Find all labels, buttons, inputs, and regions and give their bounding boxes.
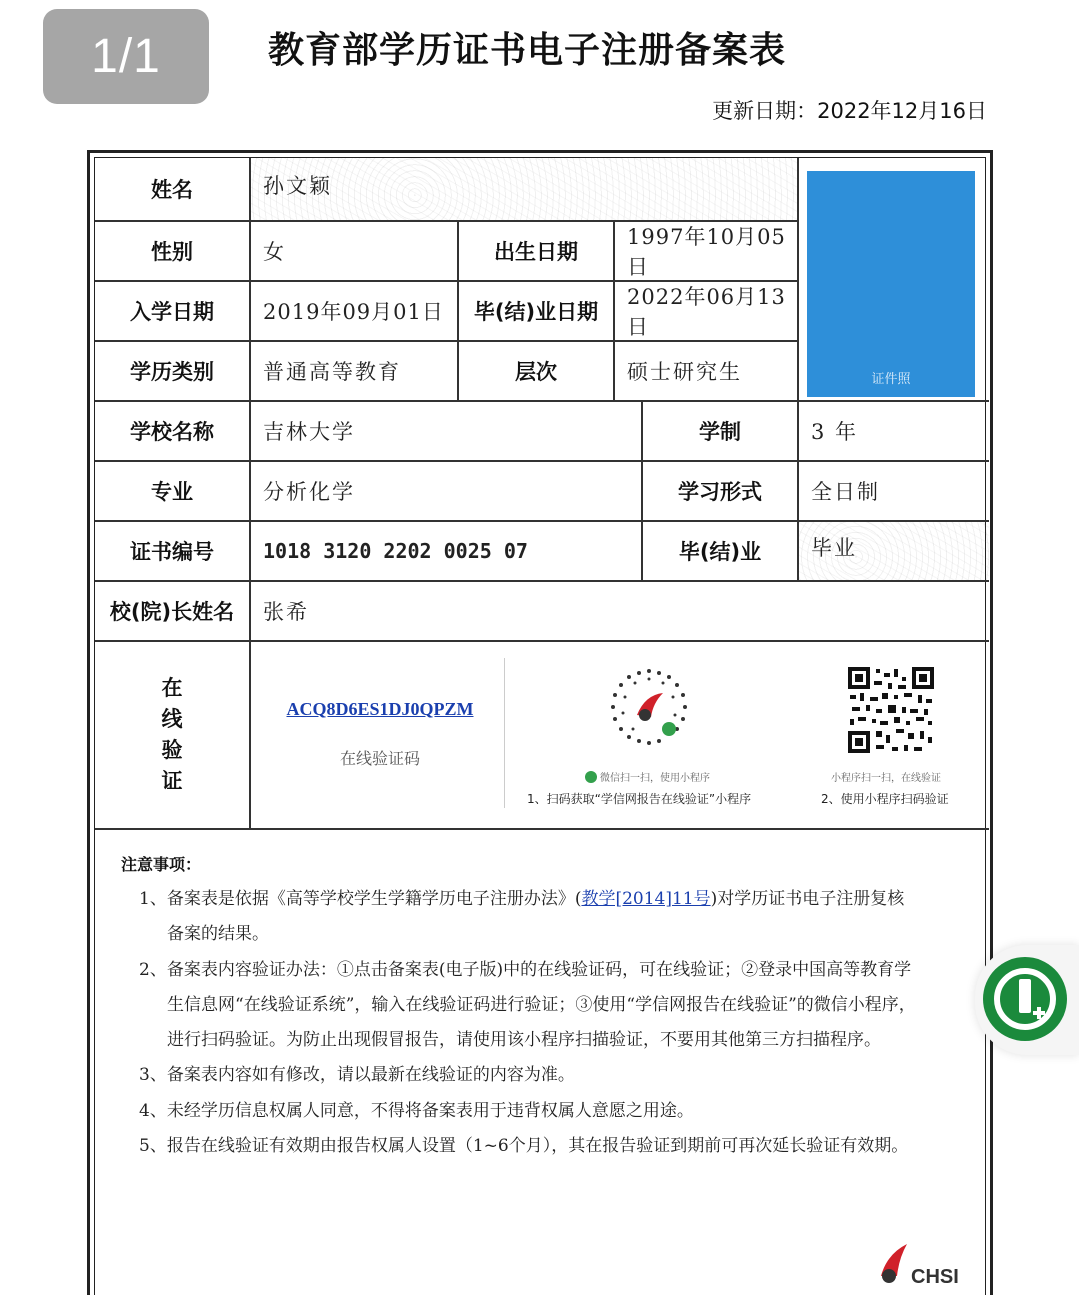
note-1-prefix: 1、备案表是依据《高等学校学生学籍学历电子注册办法》( (139, 889, 582, 909)
verify-divider (504, 658, 505, 808)
floating-action-button[interactable] (975, 945, 1079, 1055)
note-item-4: 4、未经学历信息权属人同意，不得将备案表用于违背权属人意愿之用途。 (139, 1100, 694, 1121)
qr1-small-caption (585, 769, 710, 784)
notes-title: 注意事项： (121, 855, 202, 874)
online-verify-code-caption: 在线验证码 (339, 749, 420, 768)
major-label: 专业 (95, 462, 251, 522)
online-verify-char-3: 验 (161, 738, 183, 762)
grad-status-label: 毕(结)业 (643, 522, 799, 582)
registration-form (87, 150, 993, 1295)
document-title: 教育部学历证书电子注册备案表 (268, 30, 787, 71)
regulation-link[interactable]: 教学[2014]11号 (581, 889, 711, 909)
name-label: 姓名 (95, 158, 251, 222)
id-photo (807, 171, 975, 397)
notes-list (139, 882, 919, 1164)
grad-status-value: 毕业 (799, 522, 989, 582)
chsi-logo-text: CHSI (911, 1266, 959, 1288)
birth-label: 出生日期 (459, 222, 615, 282)
mini-program-qr-code[interactable] (607, 665, 691, 749)
gender-value: 女 (251, 222, 459, 282)
school-value: 吉林大学 (251, 402, 643, 462)
qr1-small-caption-text: 微信扫一扫，使用小程序 (600, 773, 710, 784)
note-item-5: 5、报告在线验证有效期由报告权属人设置（1~6个月），其在报告验证到期前可再次延长验证有效期。 (139, 1136, 909, 1157)
note-1-suffix: )对学历证书电子注册复核备案的结果。 (167, 889, 905, 945)
verify-qr-code[interactable] (846, 665, 936, 755)
online-verify-label (95, 642, 251, 830)
level-value: 硕士研究生 (615, 342, 799, 402)
update-date-label: 更新日期： (712, 99, 818, 123)
note-item-3: 3、备案表内容如有修改，请以最新在线验证的内容为准。 (139, 1065, 575, 1086)
edu-type-label: 学历类别 (95, 342, 251, 402)
wechat-icon (585, 771, 597, 783)
page-indicator[interactable]: 1/1 (43, 9, 209, 104)
major-value: 分析化学 (251, 462, 643, 522)
online-verify-char-2: 线 (161, 707, 183, 731)
cert-no-value: 1018 3120 2202 0025 07 (251, 522, 643, 582)
school-label: 学校名称 (95, 402, 251, 462)
online-verify-code-link[interactable]: ACQ8D6ES1DJ0QPZM (286, 699, 474, 719)
chsi-app-icon (983, 957, 1067, 1041)
enroll-label: 入学日期 (95, 282, 251, 342)
qr1-caption: 1、扫码获取“学信网报告在线验证”小程序 (527, 792, 752, 806)
id-photo-caption: 证件照 (871, 372, 911, 387)
note-item-2: 2、备案表内容验证办法：①点击备案表(电子版)中的在线验证码，可在线验证；②登录中国高等教育学生信息网“在线验证系统”，输入在线验证码进行验证；③使用“学信网报告在线验证”的微信小程序，进行扫码验证。为防止出现假冒报告，请使用该小程序扫描验证，不要用其他第三方扫描程序。 (139, 959, 916, 1051)
note-item-1 (139, 882, 919, 953)
edu-type-value: 普通高等教育 (251, 342, 459, 402)
online-verify-char-4: 证 (161, 769, 183, 793)
name-value: 孙文颖 (251, 158, 799, 222)
duration-label: 学制 (643, 402, 799, 462)
cert-no-label: 证书编号 (95, 522, 251, 582)
graduate-value: 2022年06月13日 (615, 282, 799, 342)
online-verify-char-1: 在 (161, 676, 183, 700)
gender-label: 性别 (95, 222, 251, 282)
study-form-label: 学习形式 (643, 462, 799, 522)
duration-value: 3 年 (799, 402, 989, 462)
qr2-caption: 2、使用小程序扫码验证 (821, 792, 949, 806)
enroll-value: 2019年09月01日 (251, 282, 459, 342)
update-date (712, 95, 987, 125)
update-date-value: 2022年12月16日 (817, 99, 987, 123)
level-label: 层次 (459, 342, 615, 402)
study-form-value: 全日制 (799, 462, 989, 522)
graduate-label: 毕(结)业日期 (459, 282, 615, 342)
president-value: 张希 (251, 582, 989, 642)
birth-value: 1997年10月05日 (615, 222, 799, 282)
qr2-small-caption: 小程序扫一扫，在线验证 (831, 773, 941, 784)
president-label: 校(院)长姓名 (95, 582, 251, 642)
id-photo-placeholder (807, 171, 975, 397)
form-inner-border (94, 157, 986, 1295)
